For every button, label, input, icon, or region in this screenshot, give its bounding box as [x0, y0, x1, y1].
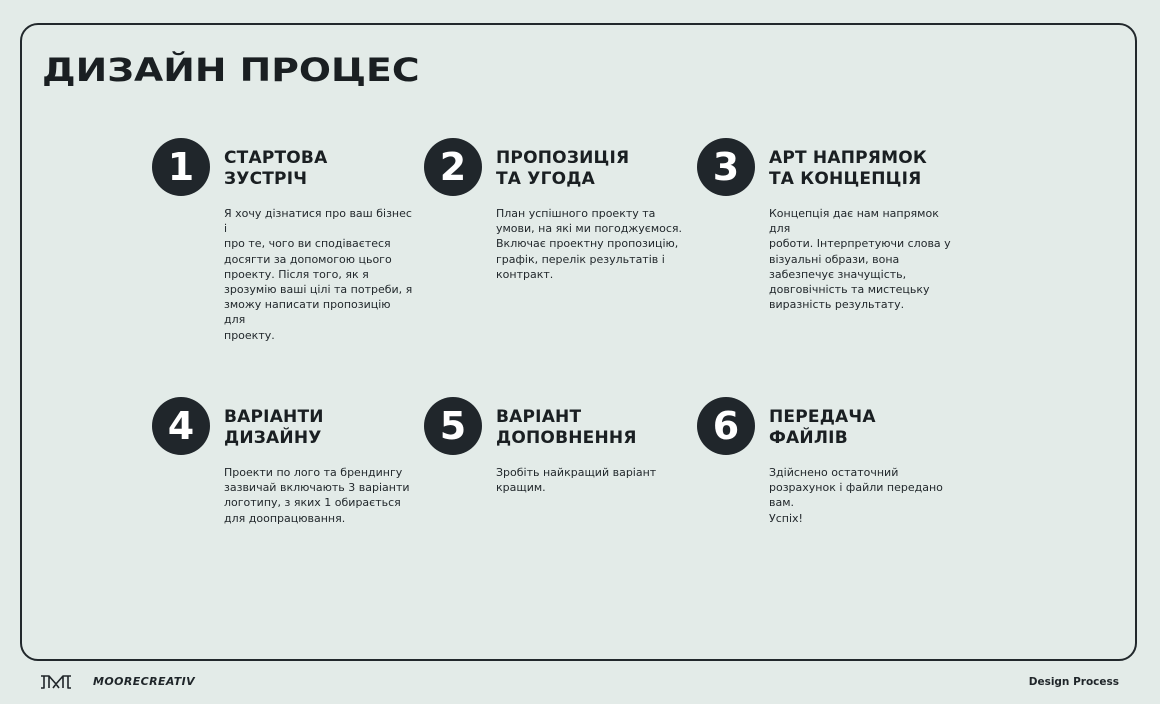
step-number-badge: 2	[424, 138, 482, 196]
step-title: ПЕРЕДАЧА ФАЙЛІВ	[769, 407, 876, 448]
step-description: Здійснено остаточний розрахунок і файли передано вам. Успіх!	[769, 466, 943, 525]
step-number-badge: 5	[424, 397, 482, 455]
step-title: СТАРТОВА ЗУСТРІЧ	[224, 148, 328, 189]
step-title: АРТ НАПРЯМОК ТА КОНЦЕПЦІЯ	[769, 148, 927, 189]
content-frame	[20, 23, 1137, 661]
brand-name: MOORECREATIV	[93, 675, 196, 688]
step-number-badge: 4	[152, 397, 210, 455]
footer-caption: Design Process	[1028, 676, 1119, 688]
step-title: ВАРІАНТИ ДИЗАЙНУ	[224, 407, 324, 448]
step-description: Концепція дає нам напрямок для роботи. Інтерпретуючи слова у візуальні образи, вона забезпечує значущість, довговічність та мистецьку виразність результату.	[769, 207, 951, 312]
step-title: ВАРІАНТ ДОПОВНЕННЯ	[496, 407, 637, 448]
step-number-badge: 6	[697, 397, 755, 455]
step-title: ПРОПОЗИЦІЯ ТА УГОДА	[496, 148, 630, 189]
step-description: Проекти по лого та брендингу зазвичай включають 3 варіанти логотипу, з яких 1 обирається для доопрацювання.	[224, 466, 410, 525]
step-description: План успішного проекту та умови, на які ми погоджуємося. Включає проектну пропозицію, графік, перелік результатів і контракт.	[496, 207, 683, 281]
step-number-badge: 3	[697, 138, 755, 196]
page-title: ДИЗАЙН ПРОЦЕС	[42, 51, 420, 89]
step-description: Зробіть найкращий варіант кращим.	[496, 466, 657, 495]
step-description: Я хочу дізнатися про ваш бізнес і про те, чого ви сподіваєтеся досягти за допомогою цього проекту. Після того, як я зрозумію ваші цілі та потреби, я зможу написати пропозицію для проекту.	[224, 207, 413, 342]
mc-monogram-icon	[40, 674, 72, 690]
step-number-badge: 1	[152, 138, 210, 196]
